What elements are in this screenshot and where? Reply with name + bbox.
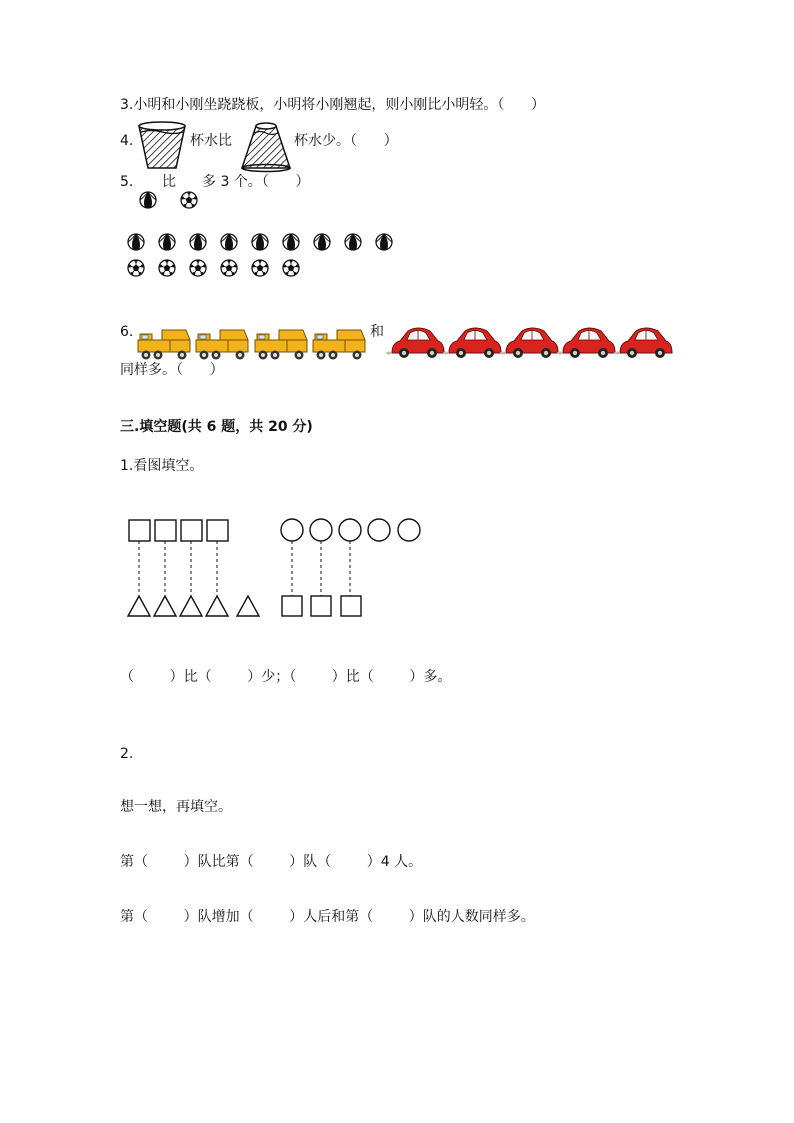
question-4-middle-text: 杯水比 bbox=[190, 133, 232, 149]
question-5-number: 5. bbox=[120, 174, 134, 190]
question-6-he: 和 bbox=[370, 324, 384, 340]
fill-1-sentence: （ ）比（ ）少；（ ）比（ ）多。 bbox=[120, 669, 452, 685]
beachball-icon bbox=[140, 192, 156, 208]
soccer-ball-icon bbox=[181, 192, 197, 209]
question-4-number: 4. bbox=[120, 133, 134, 149]
question-5-balls bbox=[0, 0, 794, 300]
fill-2-line-1: 第（ ）队比第（ ）队（ ）4 人。 bbox=[120, 854, 423, 870]
soccer-ball-row bbox=[128, 260, 299, 277]
question-6-vehicles bbox=[0, 320, 794, 365]
car-row bbox=[386, 328, 672, 358]
truck-row bbox=[138, 330, 365, 360]
question-5-bi: 比 bbox=[162, 174, 176, 190]
question-6-line2: 同样多。（ ） bbox=[120, 362, 224, 378]
question-6-number: 6. bbox=[120, 324, 134, 340]
question-4-end-text: 杯水少。（ ） bbox=[294, 133, 398, 149]
fill-2-prompt: 想一想，再填空。 bbox=[120, 799, 232, 815]
beachball-row bbox=[128, 234, 392, 250]
question-3-text: 3.小明和小刚坐跷跷板，小明将小刚翘起，则小刚比小明轻。（ ） bbox=[120, 97, 546, 113]
section-3-title: 三.填空题(共 6 题，共 20 分) bbox=[120, 419, 313, 435]
fill-2-line-2: 第（ ）队增加（ ）人后和第（ ）队的人数同样多。 bbox=[120, 909, 535, 925]
fill-2-number: 2. bbox=[120, 746, 134, 762]
question-5-end-text: 多 3 个。（ ） bbox=[202, 174, 310, 190]
fill-1-figure bbox=[0, 500, 794, 630]
fill-1-title: 1.看图填空。 bbox=[120, 458, 204, 474]
